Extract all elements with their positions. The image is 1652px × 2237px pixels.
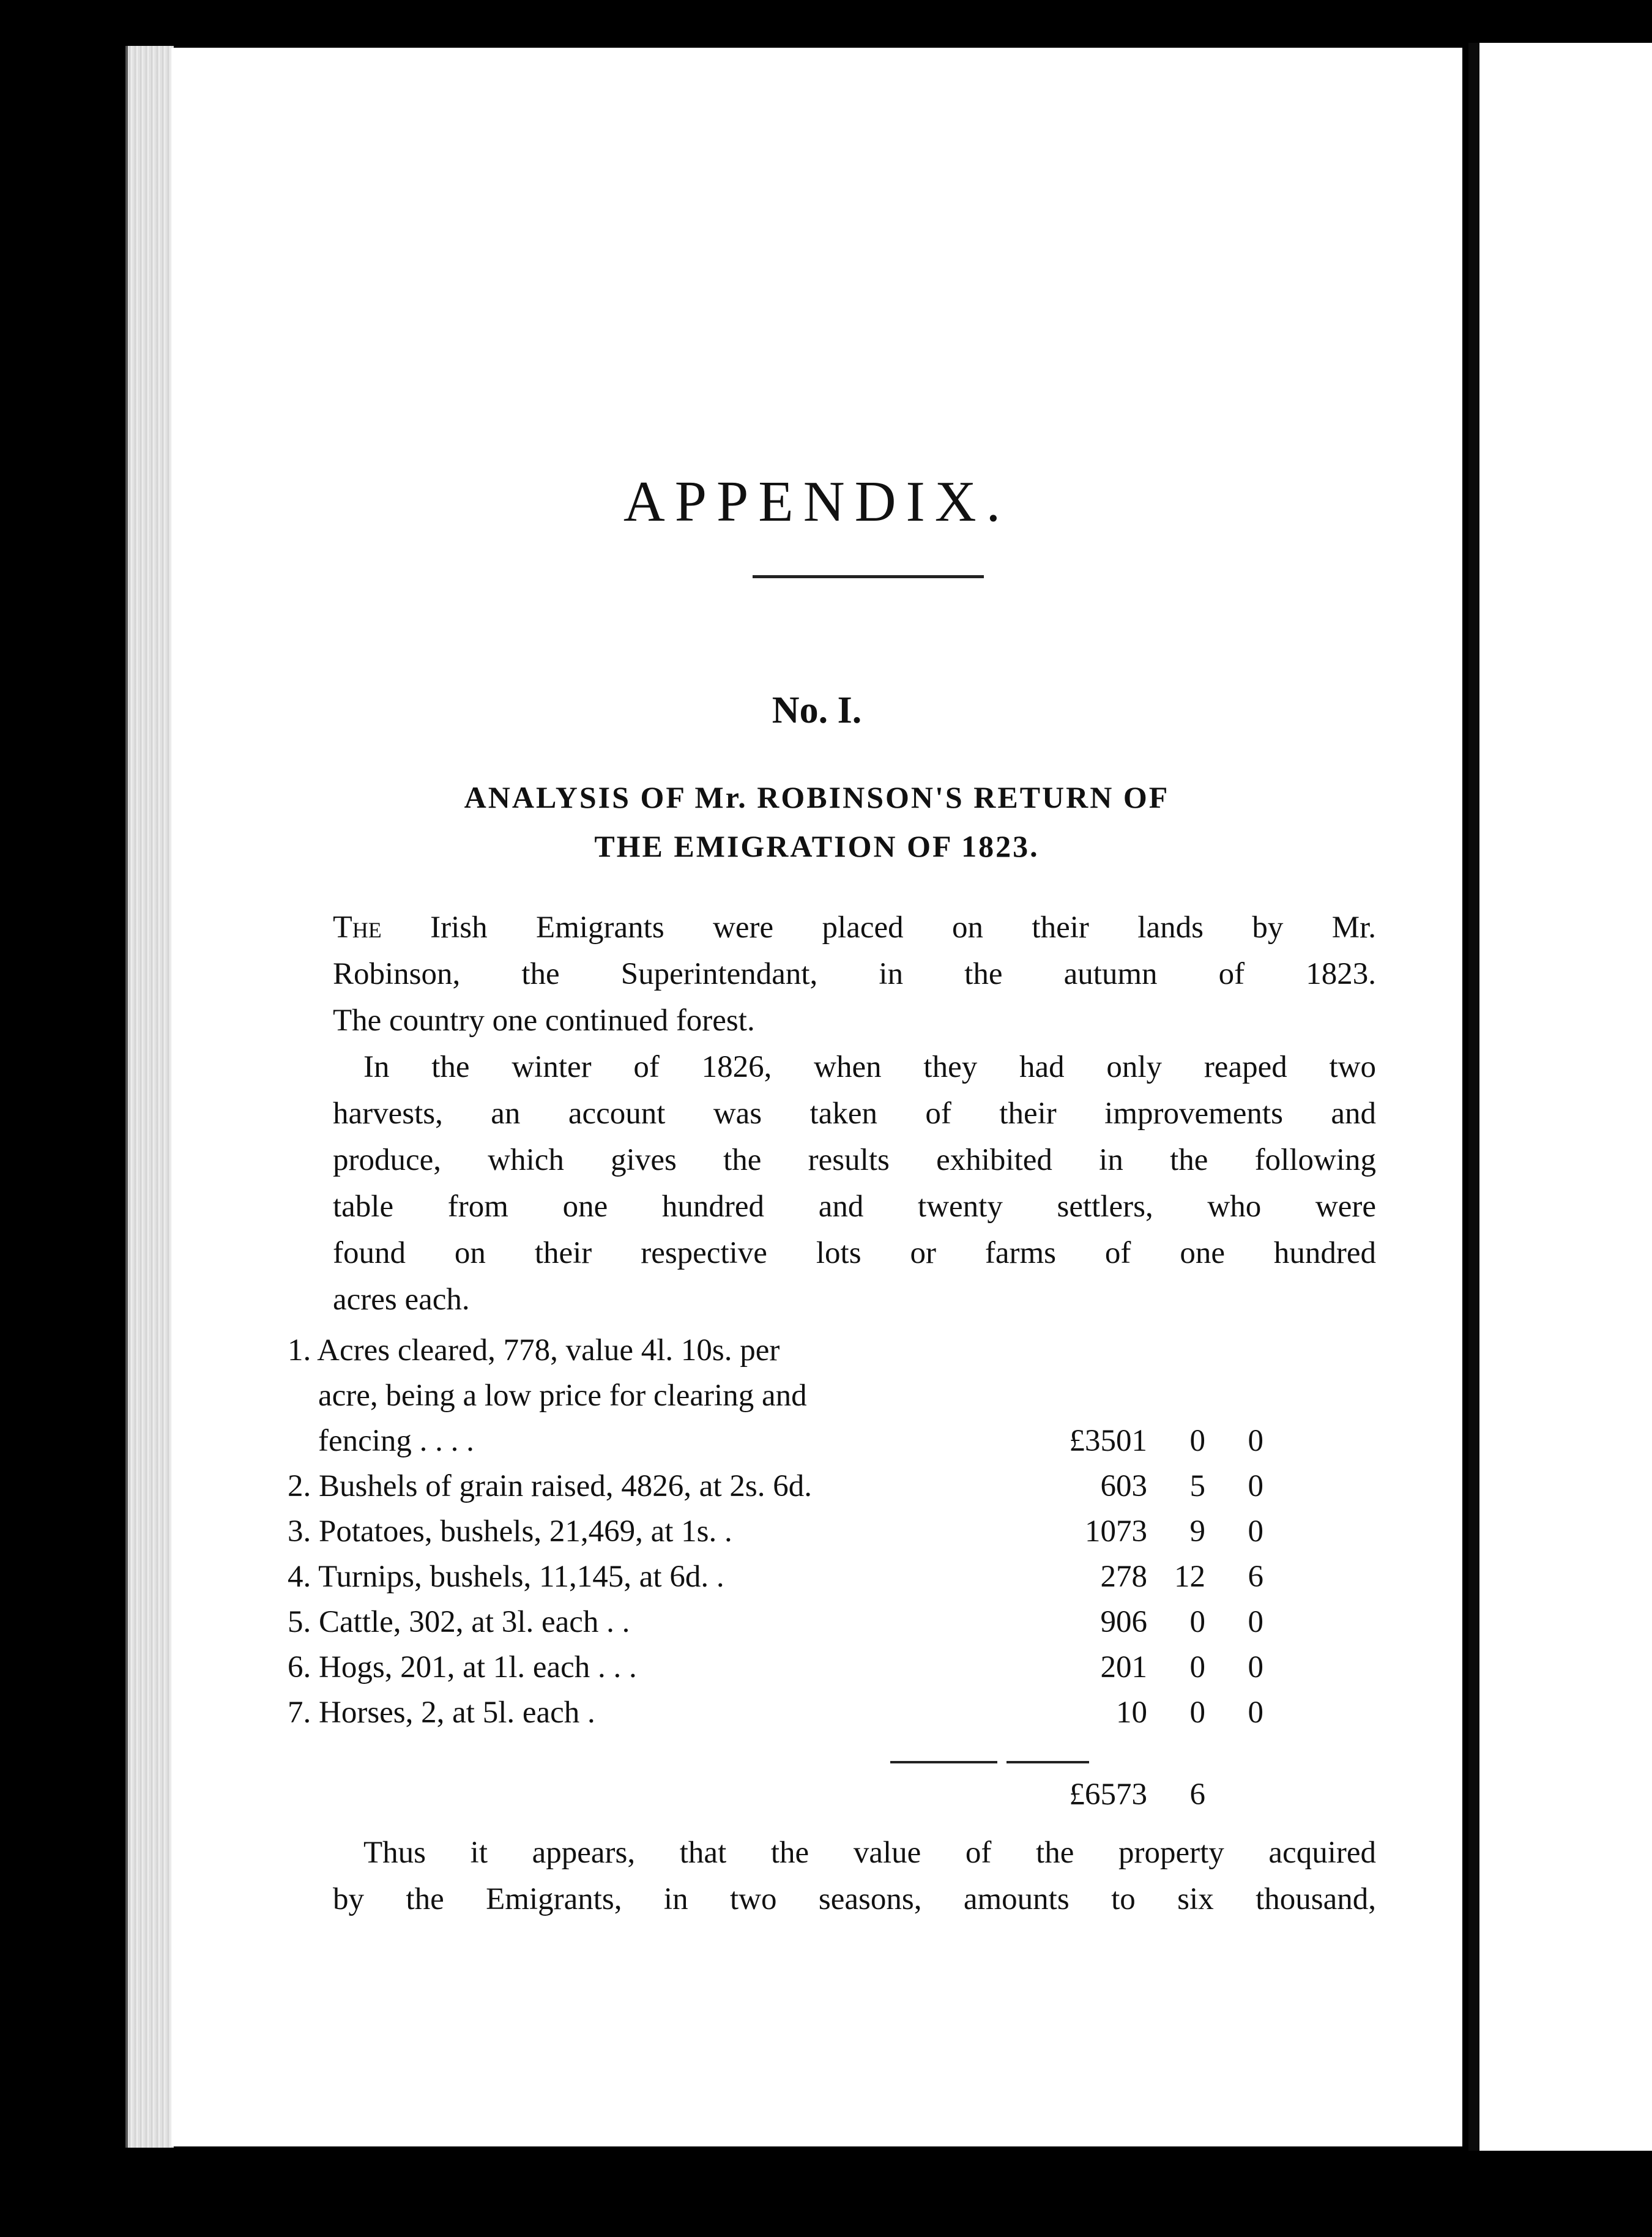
paragraph-1-line-2: Robinson, the Superintendant, in the autumn of 1823.: [333, 957, 1376, 991]
facing-page: [1479, 43, 1652, 2151]
table-cell-shillings: 0: [1189, 1650, 1205, 1684]
table-cell-shillings: 0: [1189, 1605, 1205, 1639]
table-row-label: fencing . . . .: [318, 1424, 474, 1458]
paragraph-2-line-6: acres each.: [333, 1282, 470, 1317]
paragraph-1: [333, 904, 1376, 1044]
table-cell-shillings: 9: [1189, 1514, 1205, 1549]
paragraph-2: [333, 1044, 1376, 1323]
table-cell-shillings: 0: [1189, 1695, 1205, 1730]
table-row-label: acre, being a low price for clearing and: [318, 1379, 807, 1413]
total-rule-shillings: [1006, 1761, 1089, 1763]
paragraph-1-line-1: Irish Emigrants were placed on their lands by Mr.: [430, 910, 1377, 945]
section-title-line-1: ANALYSIS OF Mr. ROBINSON'S RETURN OF: [464, 780, 1170, 814]
table-cell-pounds: £3501: [1069, 1424, 1147, 1458]
paragraph-2-line-5: found on their respective lots or farms of one hundred: [333, 1236, 1376, 1270]
table-cell-pounds: 906: [1100, 1605, 1147, 1639]
table-cell-pounds: 278: [1100, 1560, 1147, 1594]
table-cell-pence: 0: [1248, 1424, 1263, 1458]
table-row-label: 4. Turnips, bushels, 11,145, at 6d. .: [288, 1560, 724, 1594]
paragraph-line: [333, 904, 1376, 951]
paragraph-3-line-2: by the Emigrants, in two seasons, amounts to six thousand,: [333, 1882, 1376, 1916]
paragraph-2-line-1: In the winter of 1826, when they had only reaped two: [363, 1050, 1376, 1084]
section-number: No. I.: [772, 690, 862, 731]
table-row-label: 1. Acres cleared, 778, value 4l. 10s. per: [288, 1333, 780, 1368]
table-row-label: 3. Potatoes, bushels, 21,469, at 1s. .: [288, 1514, 732, 1549]
paragraph-2-line-2: harvests, an account was taken of their improvements and: [333, 1096, 1376, 1131]
table-cell-pence: 0: [1248, 1469, 1263, 1503]
lead-word: The: [333, 910, 382, 945]
book-page-edge: [125, 46, 174, 2148]
table-row-label: 2. Bushels of grain raised, 4826, at 2s. 6d.: [288, 1469, 812, 1503]
heading-rule: [753, 575, 984, 578]
table-cell-shillings: 0: [1189, 1424, 1205, 1458]
total-shillings: 6: [1189, 1777, 1205, 1812]
table-cell-pounds: 10: [1116, 1695, 1147, 1730]
total-rule-pounds: [890, 1761, 997, 1763]
document-page: [171, 48, 1462, 2146]
table-cell-pence: 6: [1248, 1560, 1263, 1594]
table-cell-pounds: 201: [1100, 1650, 1147, 1684]
table-row-label: 5. Cattle, 302, at 3l. each . .: [288, 1605, 630, 1639]
paragraph-3: [333, 1829, 1376, 1922]
paragraph-2-line-4: table from one hundred and twenty settlers, who were: [333, 1189, 1376, 1224]
table-row-label: 6. Hogs, 201, at 1l. each . . .: [288, 1650, 637, 1684]
paragraph-2-line-3: produce, which gives the results exhibited in the following: [333, 1143, 1376, 1177]
total-pounds: £6573: [1069, 1777, 1147, 1812]
table-cell-pence: 0: [1248, 1650, 1263, 1684]
section-title-line-2: THE EMIGRATION OF 1823.: [594, 829, 1040, 863]
table-row-label: 7. Horses, 2, at 5l. each .: [288, 1695, 595, 1730]
table-cell-pence: 0: [1248, 1695, 1263, 1730]
table-cell-pence: 0: [1248, 1514, 1263, 1549]
appendix-heading: APPENDIX.: [623, 470, 1011, 534]
paragraph-1-line-3: The country one continued forest.: [333, 1003, 755, 1038]
paragraph-3-line-1: Thus it appears, that the value of the property acquired: [363, 1836, 1376, 1870]
table-cell-pounds: 1073: [1085, 1514, 1147, 1549]
table-cell-pounds: 603: [1100, 1469, 1147, 1503]
table-cell-shillings: 5: [1189, 1469, 1205, 1503]
table-cell-pence: 0: [1248, 1605, 1263, 1639]
table-cell-shillings: 12: [1174, 1560, 1205, 1594]
